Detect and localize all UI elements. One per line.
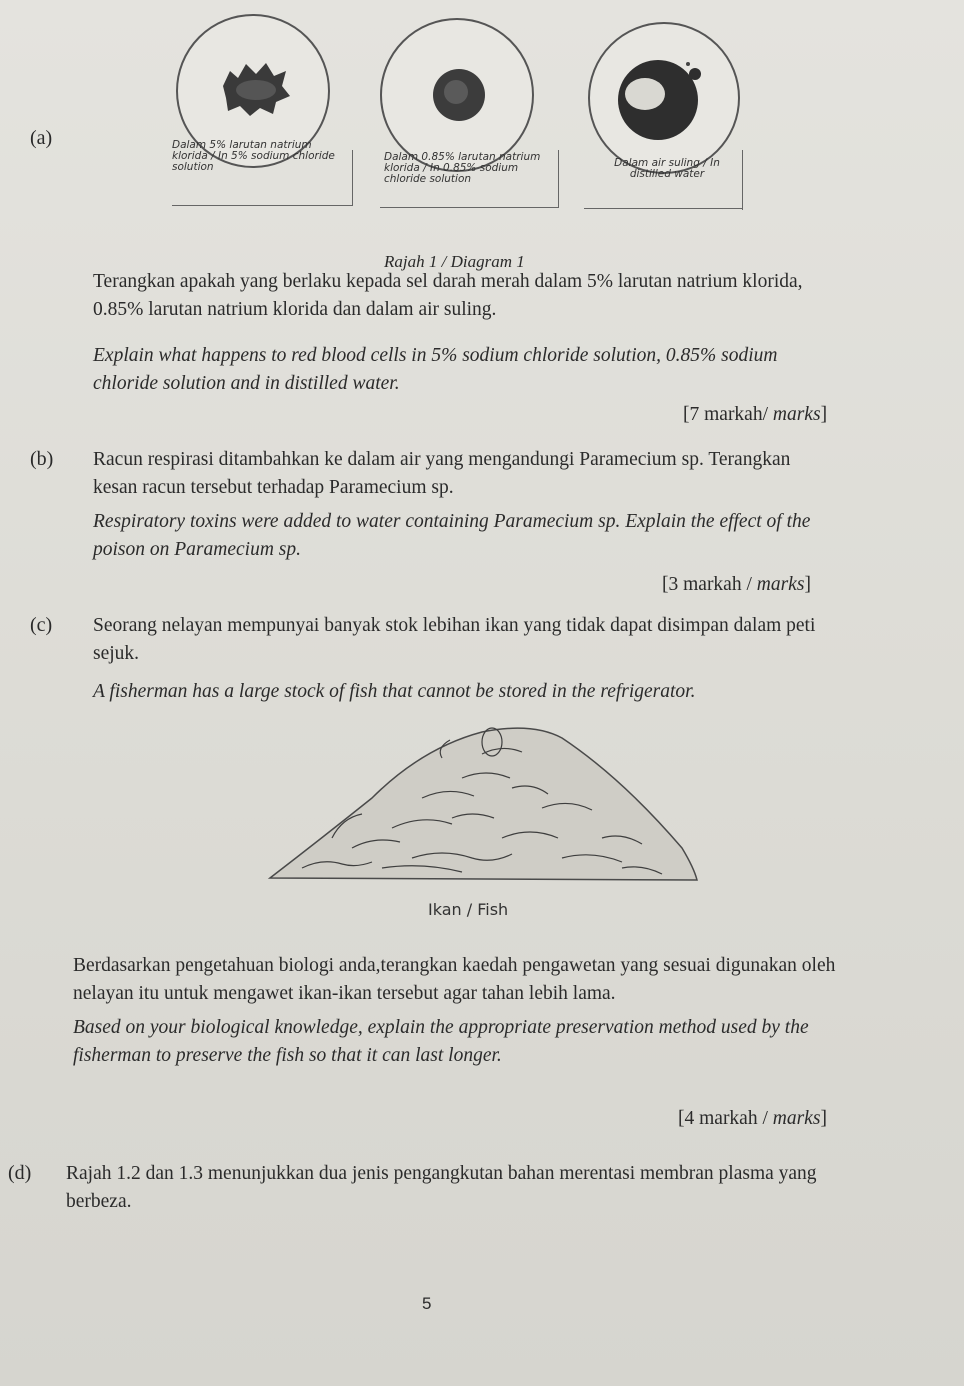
part-d-malay: Rajah 1.2 dan 1.3 menunjukkan dua jenis pengangkutan bahan merentasi membran plasma yang berbeza.: [66, 1163, 817, 1212]
cell-distilled-circle: [588, 22, 740, 174]
part-d-label: (d): [8, 1162, 32, 1184]
part-b-label: (b): [30, 448, 54, 470]
part-c-marks: [4 markah / marks]: [678, 1108, 827, 1129]
part-b-english: Respiratory toxins were added to water containing Paramecium sp. Explain the effect of the poison on Paramecium sp.: [93, 511, 811, 560]
diagram-1-title: Rajah 1 / Diagram 1: [384, 252, 525, 271]
caption-underline: [172, 205, 352, 206]
normal-cell-icon: [382, 20, 532, 170]
part-c-english: A fisherman has a large stock of fish that cannot be stored in the refrigerator.: [93, 681, 696, 702]
part-c-malay: Seorang nelayan mempunyai banyak stok lebihan ikan yang tidak dapat disimpan dalam peti sejuk.: [93, 615, 816, 664]
part-b-marks: [3 markah / marks]: [662, 574, 811, 595]
part-a-marks: [7 markah/ marks]: [683, 404, 828, 425]
fish-pile-icon: [262, 718, 702, 888]
caption-divider: [742, 150, 743, 210]
page-number: 5: [422, 1294, 432, 1313]
fish-caption: Ikan / Fish: [428, 900, 509, 919]
caption-divider: [558, 150, 559, 208]
part-c-english-question: Based on your biological knowledge, explain the appropriate preservation method used by the fisherman to preserve the fish so that it can last longer.: [73, 1017, 809, 1066]
part-c-malay-question: Berdasarkan pengetahuan biologi anda,terangkan kaedah pengawetan yang sesuai digunakan oleh nelayan itu untuk mengawet ikan-ikan tersebut agar tahan lebih lama.: [73, 955, 836, 1004]
part-a-english: Explain what happens to red blood cells in 5% sodium chloride solution, 0.85% sodium chloride solution and in distilled water.: [93, 345, 778, 394]
part-b-malay: Racun respirasi ditambahkan ke dalam air yang mengandungi Paramecium sp. Terangkan kesan racun tersebut terhadap Paramecium sp.: [93, 449, 791, 498]
caption-isotonic: Dalam 0.85% larutan natrium klorida / In 0.85% sodium chloride solution: [384, 151, 541, 185]
part-a-malay: Terangkan apakah yang berlaku kepada sel darah merah dalam 5% larutan natrium klorida, 0.85% larutan natrium klorida dan dalam air suling.: [93, 271, 803, 320]
caption-underline: [380, 207, 558, 208]
cell-isotonic-circle: [380, 18, 534, 172]
part-c-label: (c): [30, 614, 53, 636]
caption-underline: [584, 208, 742, 209]
caption-divider: [352, 150, 353, 206]
swollen-cell-icon: [590, 24, 738, 172]
part-a-label: (a): [30, 127, 53, 149]
caption-5-percent: Dalam 5% larutan natrium klorida / In 5% sodium chloride solution: [172, 139, 335, 173]
caption-distilled: Dalam air suling / In distilled water: [614, 157, 720, 180]
